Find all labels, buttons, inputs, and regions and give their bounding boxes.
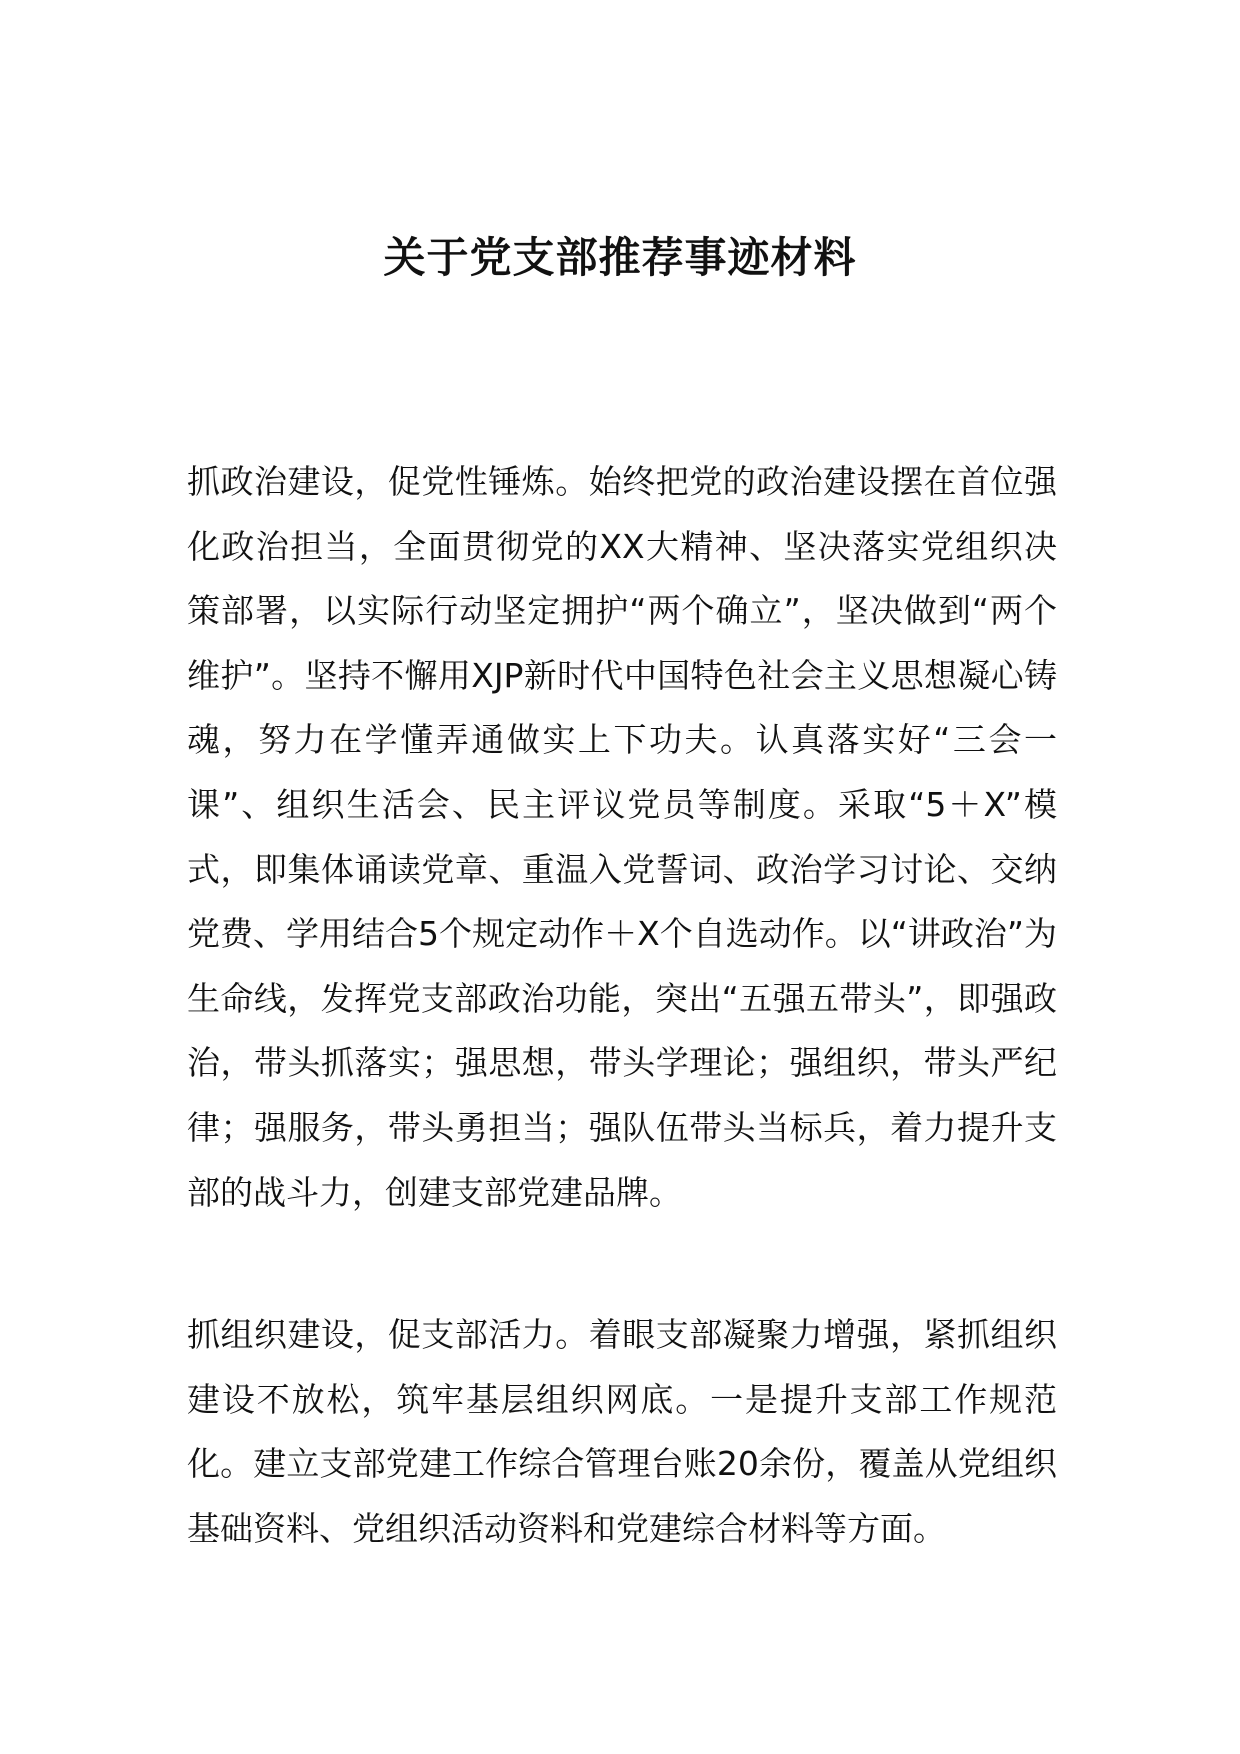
paragraph-organization-building: 抓组织建设，促支部活力。着眼支部凝聚力增强，紧抓组织建设不放松，筑牢基层组织网底。一是提升支部工作规范化。建立支部党建工作综合管理台账20余份，覆盖从党组织基础资料、党组织活动资料和党建综合材料等方面。 xyxy=(187,1315,1057,1548)
paragraph-political-building: 抓政治建设，促党性锤炼。始终把党的政治建设摆在首位强化政治担当，全面贯彻党的XX大精神、坚决落实党组织决策部署，以实际行动坚定拥护“两个确立”，坚决做到“两个维护”。坚持不懈用XJP新时代中国特色社会主义思想凝心铸魂，努力在学懂弄通做实上下功夫。认真落实好“三会一课”、组织生活会、民主评议党员等制度。采取“5＋X”模式，即集体诵读党章、重温入党誓词、政治学习讨论、交纳党费、学用结合5个规定动作＋X个自选动作。以“讲政治”为生命线，发挥党支部政治功能，突出“五强五带头”，即强政治，带头抓落实；强思想，带头学理论；强组织，带头严纪律；强服务，带头勇担当；强队伍带头当标兵，着力提升支部的战斗力，创建支部党建品牌。 xyxy=(187,462,1057,1212)
document-title: 关于党支部推荐事迹材料 xyxy=(383,233,857,283)
